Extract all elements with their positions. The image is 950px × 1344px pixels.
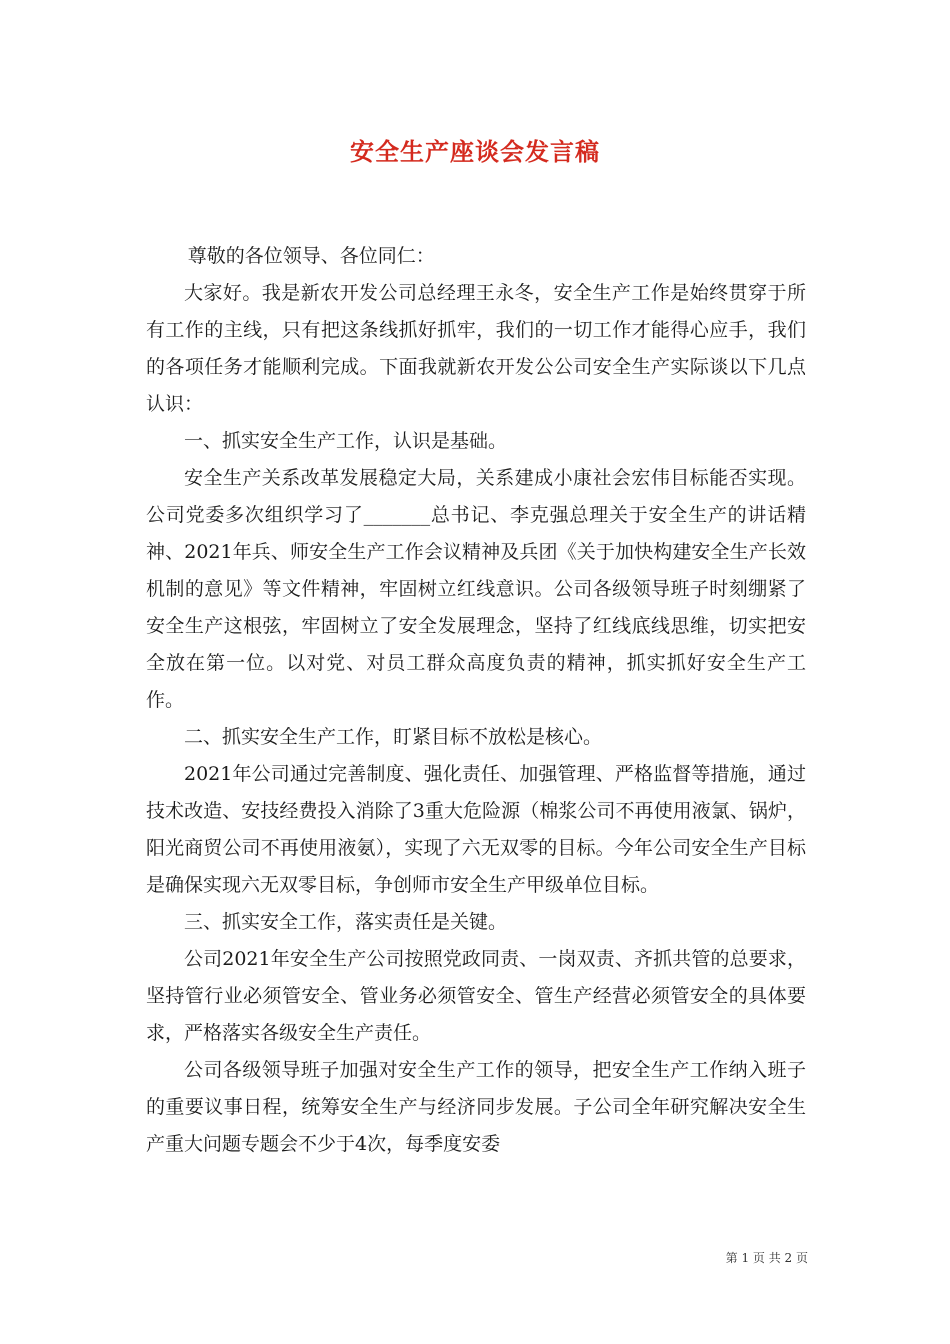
page-number: 第 1 页 共 2 页 <box>725 1251 808 1265</box>
document-body <box>146 238 806 1163</box>
section-3-paragraph-1: 公司2021年安全生产公司按照党政同责、一岗双责、齐抓共管的总要求，坚持管行业必须管安全、管业务必须管安全、管生产经营必须管安全的具体要求，严格落实各级安全生产责任。 <box>146 948 806 1044</box>
greeting-paragraph: 尊敬的各位领导、各位同仁： <box>187 245 435 267</box>
section-2-paragraph: 2021年公司通过完善制度、强化责任、加强管理、严格监督等措施，通过技术改造、安技经费投入消除了3重大危险源（棉浆公司不再使用液氯、锅炉，阳光商贸公司不再使用液氨），实现了六无双零的目标。今年公司安全生产目标是确保实现六无双零目标，争创师市安全生产甲级单位目标。 <box>146 763 806 896</box>
document-title: 安全生产座谈会发言稿 <box>350 137 600 166</box>
section-3-paragraph-2: 公司各级领导班子加强对安全生产工作的领导，把安全生产工作纳入班子的重要议事日程，统筹安全生产与经济同步发展。子公司全年研究解决安全生产重大问题专题会不少于4次，每季度安委 <box>146 1059 806 1155</box>
section-heading-1: 一、抓实安全生产工作，认识是基础。 <box>184 430 508 452</box>
intro-paragraph: 大家好。我是新农开发公司总经理王永冬，安全生产工作是始终贯穿于所有工作的主线，只有把这条线抓好抓牢，我们的一切工作才能得心应手，我们的各项任务才能顺利完成。下面我就新农开发公公司安全生产实际谈以下几点认识： <box>146 282 806 415</box>
section-1-paragraph: 安全生产关系改革发展稳定大局，关系建成小康社会宏伟目标能否实现。公司党委多次组织学习了_______总书记、李克强总理关于安全生产的讲话精神、2021年兵、师安全生产工作会议精神及兵团《关于加快构建安全生产长效机制的意见》等文件精神，牢固树立红线意识。公司各级领导班子时刻绷紧了安全生产这根弦，牢固树立了安全发展理念，坚持了红线底线思维，切实把安全放在第一位。以对党、对员工群众高度负责的精神，抓实抓好安全生产工作。 <box>146 467 806 711</box>
section-heading-2: 二、抓实安全生产工作，盯紧目标不放松是核心。 <box>184 726 603 748</box>
section-heading-3: 三、抓实安全工作，落实责任是关键。 <box>184 911 508 933</box>
